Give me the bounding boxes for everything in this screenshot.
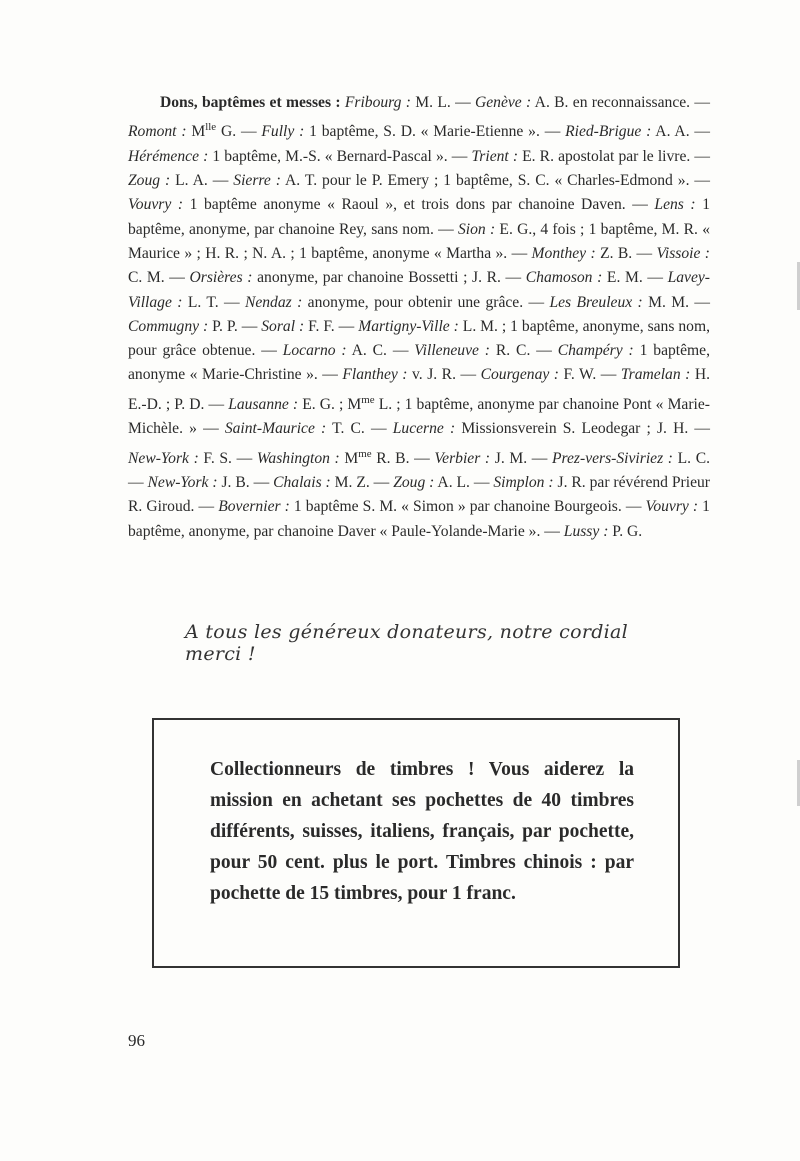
donation-detail: C. M. — (128, 269, 190, 287)
donations-entries (128, 94, 710, 540)
donation-place: Commugny : (128, 317, 209, 335)
stamp-notice-box (152, 718, 680, 968)
donation-place: Lausanne : (228, 395, 299, 413)
donation-place: Trient : (471, 147, 519, 165)
donation-detail: F. F. — (304, 317, 359, 335)
donation-detail: A. C. — (346, 342, 415, 360)
donation-detail: 1 baptême, anonyme, par chanoine Daver « Paule-Yolande-Marie ». — (128, 498, 710, 540)
donation-detail: P. P. — (208, 317, 262, 335)
donation-detail: A. L. — (434, 474, 494, 492)
donation-place: Zoug : (393, 474, 435, 492)
donation-detail: E. M. — (602, 269, 668, 287)
donation-place: Washington : (256, 449, 340, 467)
donation-place: Simplon : (493, 474, 554, 492)
donation-detail: M. Z. — (330, 474, 394, 492)
donation-detail: J. M. — (490, 449, 552, 467)
donation-place: New-York : (128, 449, 199, 467)
donation-detail: J. R. par révérend Prieur R. Giroud. — (128, 474, 710, 516)
donation-detail: R. C. — (490, 342, 558, 360)
donation-place: Lucerne : (392, 420, 456, 438)
donation-detail: H. E.-D. ; P. D. — (128, 366, 710, 413)
donation-place: Fribourg : (344, 94, 411, 111)
donation-detail: F. W. — (559, 366, 621, 384)
donation-place: Courgenay : (480, 366, 559, 384)
donation-place: Hérémence : (128, 147, 209, 165)
donation-detail: A. A. — (651, 123, 711, 141)
donation-detail: E. G. ; M (298, 395, 362, 413)
donation-detail: M. M. — (642, 293, 710, 311)
donation-place: Villeneuve : (414, 342, 491, 360)
donation-detail: L. A. — (170, 172, 234, 190)
donation-place: Vouvry : (128, 196, 184, 214)
thanks-line: A tous les généreux donateurs, notre cordial merci ! (185, 621, 629, 665)
donation-detail: 1 baptême, anonyme « Marie-Christine ». — (128, 342, 710, 384)
donation-detail: 1 baptême, anonyme, par chanoine Rey, sans nom. — (128, 196, 710, 238)
donation-detail: v. J. R. — (407, 366, 481, 384)
donation-place: Lavey-Village : (128, 269, 710, 311)
donation-place: New-York : (147, 474, 218, 492)
donation-detail: L. M. ; 1 baptême, anonyme, sans nom, pour grâce obtenue. — (128, 317, 710, 360)
donation-detail: M (186, 123, 206, 141)
donation-detail: G. — (216, 123, 262, 141)
donation-place: Romont : (128, 123, 187, 141)
donation-detail: R. B. — (371, 449, 435, 467)
donation-detail: 1 baptême, M.-S. « Bernard-Pascal ». — (208, 147, 472, 165)
donation-place: Fully : (261, 123, 305, 141)
donation-place: Sierre : (233, 172, 281, 190)
donation-place: Zoug : (128, 172, 171, 190)
donation-place: Prez-vers-Siviriez : (552, 449, 673, 467)
donation-place: Ried-Brigue : (565, 123, 652, 141)
donation-detail: A. B. en reconnaissance. — (531, 94, 710, 111)
donation-place: Verbier : (434, 449, 491, 467)
donation-place: Vouvry : (645, 498, 699, 516)
donation-detail: 1 baptême, S. D. « Marie-Etienne ». — (304, 123, 566, 141)
stamp-notice-text: Collectionneurs de timbres ! Vous aiderez la mission en achetant ses pochettes de 40 timbres différents, suisses, italiens, français, par pochette, pour 50 cent. plus le port. Timbres chinois : par pochette de 15 timbres, pour 1 franc. (210, 759, 634, 904)
donation-place: Monthey : (531, 244, 596, 262)
donation-detail: L. T. — (182, 293, 245, 311)
donation-place: Soral : (261, 317, 305, 335)
donation-detail: M. L. — (410, 94, 475, 111)
donation-detail: E. G., 4 fois ; 1 baptême, M. R. « Maurice » ; H. R. ; N. A. ; 1 baptême, anonyme « Martha ». — (128, 220, 710, 262)
donation-place: Lens : (654, 196, 696, 214)
page-number: 96 (128, 1031, 145, 1050)
donation-detail: A. T. pour le P. Emery ; 1 baptême, S. C. « Charles-Edmond ». — (280, 172, 711, 190)
donation-detail: 1 baptême S. M. « Simon » par chanoine Bourgeois. — (289, 498, 646, 516)
donation-detail: J. B. — (217, 474, 274, 492)
donation-place: Tramelan : (620, 366, 691, 384)
donation-detail: P. G. (608, 522, 643, 540)
donation-detail: F. S. — (198, 449, 257, 467)
donation-place: Locarno : (282, 342, 347, 360)
donation-place: Bovernier : (218, 498, 290, 516)
donation-title-superscript: me (361, 393, 375, 406)
donation-detail: Z. B. — (595, 244, 657, 262)
donation-place: Lussy : (563, 522, 609, 540)
donation-place: Genève : (474, 94, 532, 111)
donation-place: Les Breuleux : (549, 293, 643, 311)
donation-title-superscript: me (358, 447, 372, 460)
donation-place: Saint-Maurice : (224, 420, 327, 438)
donation-detail: Missionsverein S. Leodegar ; J. H. — (455, 420, 710, 438)
donation-place: Champéry : (557, 342, 634, 360)
donation-place: Flanthey : (342, 366, 408, 384)
donation-place: Vissoie : (656, 244, 710, 262)
donation-title-superscript: lle (205, 121, 217, 134)
donation-detail: E. R. apostolat par le livre. — (518, 147, 710, 165)
donation-place: Chamoson : (525, 269, 603, 287)
donation-detail: 1 baptême anonyme « Raoul », et trois dons par chanoine Daven. — (183, 196, 655, 214)
donations-paragraph (128, 91, 710, 544)
donation-detail: L. ; 1 baptême, anonyme par chanoine Pont « Marie-Michèle. » — (128, 395, 710, 438)
donation-place: Sion : (458, 220, 496, 238)
donation-detail: anonyme, par chanoine Bossetti ; J. R. — (252, 269, 526, 287)
donation-place: Chalais : (273, 474, 331, 492)
donation-detail: T. C. — (326, 420, 393, 438)
donation-detail: L. C. — (128, 449, 710, 492)
donation-place: Martigny-Ville : (358, 317, 459, 335)
donation-detail: anonyme, pour obtenir une grâce. — (302, 293, 550, 311)
donation-detail: M (339, 449, 359, 467)
donation-place: Orsières : (189, 269, 253, 287)
donation-place: Nendaz : (244, 293, 303, 311)
donations-heading: Dons, baptêmes et messes : (160, 94, 341, 111)
